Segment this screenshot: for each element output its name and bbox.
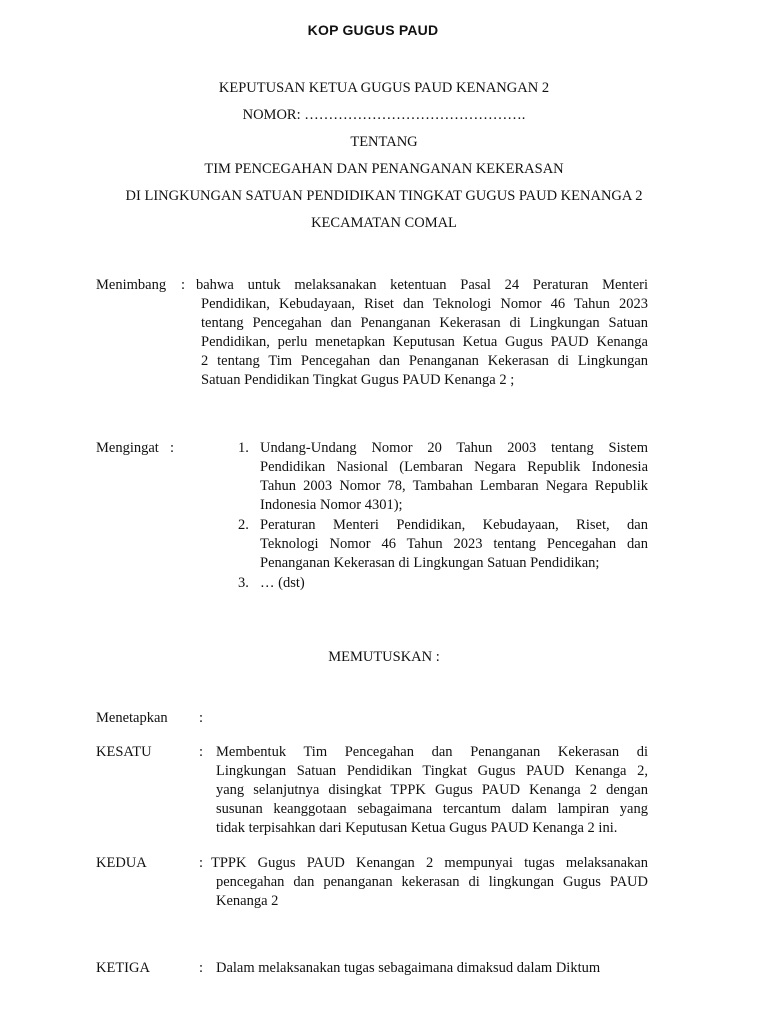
menimbang-line: tentang Pencegahan dan Penanganan Kekerasan di Lingkungan Satuan	[201, 315, 648, 331]
about-heading: TENTANG	[350, 134, 418, 150]
menimbang-line: bahwa untuk melaksanakan ketentuan Pasal 24 Peraturan Menteri	[196, 277, 648, 293]
list-item-line: Peraturan Menteri Pendidikan, Kebudayaan, Riset, dan	[260, 517, 648, 533]
kesatu-line: susunan keanggotaan sebagaimana tercantum dalam lampiran yang	[216, 801, 648, 817]
decree-title: KEPUTUSAN KETUA GUGUS PAUD KENANGAN 2	[218, 80, 550, 96]
kesatu-line: Lingkungan Satuan Pendidikan Tingkat Gugus PAUD Kenanga 2,	[216, 763, 648, 779]
menimbang-line: 2 tentang Tim Pencegahan dan Penanganan Kekerasan di Lingkungan	[201, 353, 648, 369]
ketiga-label: KETIGA	[96, 960, 150, 976]
kedua-line: Kenanga 2	[216, 893, 279, 909]
menetapkan-label: Menetapkan	[96, 710, 168, 726]
menimbang-line: Pendidikan, perlu menetapkan Keputusan Ketua Gugus PAUD Kenanga	[201, 334, 648, 350]
kesatu-line: yang selanjutnya disingkat TPPK Gugus PAUD Kenanga 2 dengan	[216, 782, 648, 798]
list-number: 1.	[238, 440, 249, 456]
menimbang-line: Satuan Pendidikan Tingkat Gugus PAUD Kenanga 2 ;	[201, 372, 515, 388]
memutuskan-heading: MEMUTUSKAN :	[328, 649, 440, 665]
list-number: 2.	[238, 517, 249, 533]
kedua-label: KEDUA	[96, 855, 147, 871]
list-item-line: Pendidikan Nasional (Lembaran Negara Republik Indonesia	[260, 459, 648, 475]
menimbang-label: Menimbang	[96, 277, 167, 293]
kesatu-colon: :	[199, 744, 204, 760]
menetapkan-colon: :	[199, 710, 204, 726]
ketiga-colon: :	[199, 960, 204, 976]
list-item-line: Penanganan Kekerasan di Lingkungan Satuan Pendidikan;	[260, 555, 600, 571]
menimbang-line: Pendidikan, Kebudayaan, Riset dan Teknologi Nomor 46 Tahun 2023	[201, 296, 648, 312]
kesatu-line: tidak terpisahkan dari Keputusan Ketua Gugus PAUD Kenanga 2 ini.	[216, 820, 618, 836]
mengingat-label: Mengingat	[96, 440, 159, 456]
subject-line-1: TIM PENCEGAHAN DAN PENANGANAN KEKERASAN	[204, 161, 564, 177]
kesatu-line: Membentuk Tim Pencegahan dan Penanganan Kekerasan di	[216, 744, 648, 760]
subject-line-3: KECAMATAN COMAL	[311, 215, 457, 231]
kedua-line: TPPK Gugus PAUD Kenangan 2 mempunyai tugas melaksanakan	[211, 855, 648, 871]
mengingat-colon: :	[170, 440, 175, 456]
kedua-line: pencegahan dan penanganan kekerasan di lingkungan Gugus PAUD	[216, 874, 648, 890]
list-number: 3.	[238, 575, 249, 591]
kedua-colon: :	[199, 855, 204, 871]
ketiga-line: Dalam melaksanakan tugas sebagaimana dimaksud dalam Diktum	[216, 960, 601, 976]
letterhead-title: KOP GUGUS PAUD	[307, 22, 439, 38]
list-item-line: Tahun 2003 Nomor 78, Tambahan Lembaran Negara Republik	[260, 478, 648, 494]
list-item-line: … (dst)	[260, 575, 305, 591]
list-item-line: Undang-Undang Nomor 20 Tahun 2003 tentang Sistem	[260, 440, 648, 456]
kesatu-label: KESATU	[96, 744, 152, 760]
subject-line-2: DI LINGKUNGAN SATUAN PENDIDIKAN TINGKAT GUGUS PAUD KENANGA 2	[125, 188, 643, 204]
menimbang-colon: :	[181, 277, 186, 293]
decree-number: NOMOR: ……………………………………….	[242, 107, 526, 123]
list-item-line: Indonesia Nomor 4301);	[260, 497, 403, 513]
list-item-line: Teknologi Nomor 46 Tahun 2023 tentang Pencegahan dan	[260, 536, 648, 552]
